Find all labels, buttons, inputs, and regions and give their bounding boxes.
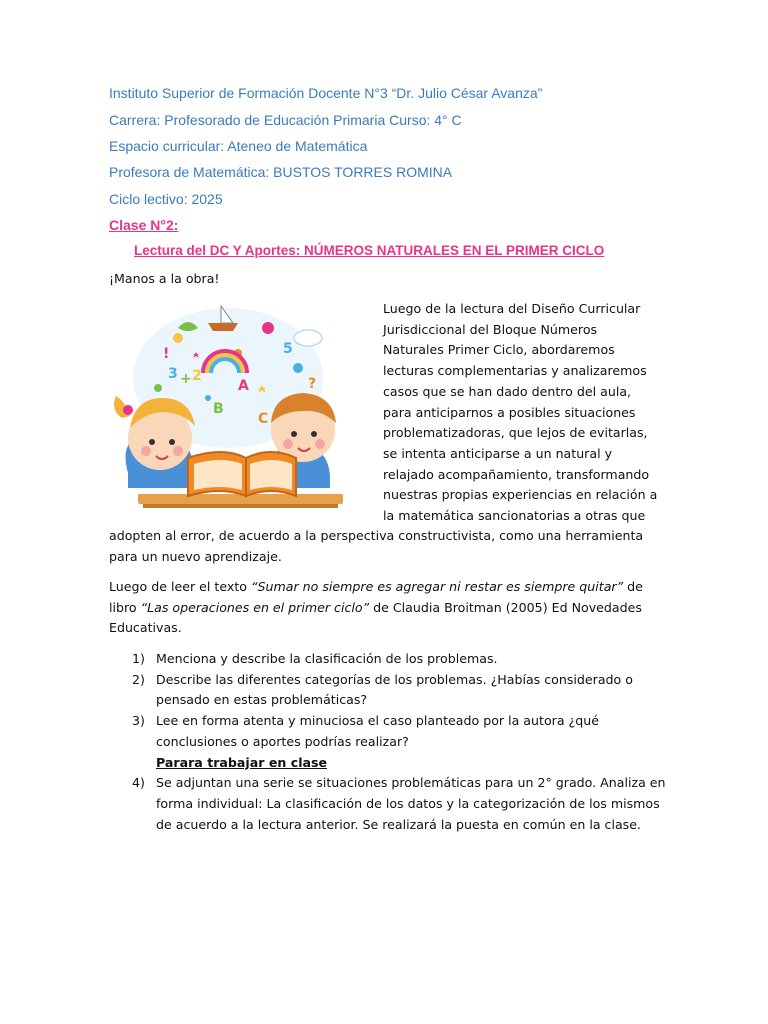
p1-line: nuestras propias experiencias en relación a [383,487,658,503]
p1-line: Luego de la lectura del Diseño Curricular [383,301,641,316]
p1-line: Jurisdiccional del Bloque Números [383,321,598,337]
p2-text: de Claudia Broitman (2005) Ed Novedades [369,599,642,615]
header-subject: Espacio curricular: Ateneo de Matemática [109,138,368,154]
girl-figure [114,396,195,488]
p1-cont-line: adopten al error, de acuerdo a la perspectiva constructivista, como una herramienta [109,528,644,543]
paragraph-1-continued [109,526,669,567]
list-item-line: Describe las diferentes categorías de los problemas. ¿Habías considerado o [156,671,633,687]
letter-c: C [258,411,269,427]
intro-text: ¡Manos a la obra! [109,271,220,286]
plus-sign: + [180,371,192,387]
list-item-line: Se adjuntan una serie se situaciones problemáticas para un 2° grado. Analiza en [156,775,666,791]
p2-book-title: “Las operaciones en el primer ciclo” [140,599,370,615]
p1-cont-line: para un nuevo aprendizaje. [109,548,282,564]
class-title: Clase N°2: [109,217,179,233]
list-item-line: Menciona y describe la clasificación de los problemas. [156,651,498,666]
p2-text-title: “Sumar no siempre es agregar ni restar es siempre quitar” [250,579,624,594]
paragraph-1-right [383,299,663,527]
list-item-line: conclusiones o aportes podrías realizar? [156,733,409,749]
children-reading-illustration [108,298,346,510]
class-work-subheading: Parara trabajar en clase [156,754,328,770]
p1-line: para anticiparnos a posibles situaciones [383,404,636,420]
question-mark: ? [308,376,317,392]
list-number: 3) [132,713,145,729]
p1-line: la matemática sancionatorias a otras que [383,508,646,524]
header-institute: Instituto Superior de Formación Docente N°3 “Dr. Julio César Avanza” [109,85,543,101]
activity-list [132,649,672,835]
list-number: 1) [132,651,145,666]
letter-a: A [238,378,249,394]
number-3: 3 [168,366,178,382]
list-item [132,670,672,711]
list-number: 2) [132,671,145,687]
p1-line: problematizadoras, que lejos de evitarlas, [383,425,648,441]
p1-line: lecturas complementarias y analizaremos [383,363,647,379]
header-year: Ciclo lectivo: 2025 [109,191,223,207]
list-item-line: pensado en estas problemáticas? [156,692,368,708]
header-career: Carrera: Profesorado de Educación Primaria Curso: 4° C [109,112,462,128]
exclamation-mark: ! [163,346,170,362]
document-subtitle: Lectura del DC Y Aportes: NÚMEROS NATURALES EN EL PRIMER CICLO [134,243,605,258]
p1-line: Naturales Primer Ciclo, abordaremos [383,342,615,358]
number-5: 5 [283,341,293,357]
p2-text: Luego de leer el texto [109,579,251,594]
list-item [132,773,672,835]
number-2: 2 [192,368,202,384]
list-number: 4) [132,775,145,791]
list-item [132,649,672,670]
open-book [188,452,296,496]
p2-text: de [623,579,643,594]
list-item-line: forma individual: La clasificación de los datos y la categorización de los mismos [156,795,660,811]
p1-line: relajado acompañamiento, transformando [383,466,650,482]
letter-b: B [213,401,224,417]
p2-text: Educativas. [109,620,182,636]
p1-line: se intenta anticiparse a un natural y [383,445,613,461]
header-teacher: Profesora de Matemática: BUSTOS TORRES ROMINA [109,164,453,180]
p1-line: casos que se han dado dentro del aula, [383,383,632,399]
paragraph-2 [109,577,669,639]
p2-text: libro [109,599,141,615]
list-item-line: de acuerdo a la lectura anterior. Se realizará la puesta en común en la clase. [156,816,641,832]
list-item-line: Lee en forma atenta y minuciosa el caso planteado por la autora ¿qué [156,713,599,729]
list-item [132,711,672,752]
